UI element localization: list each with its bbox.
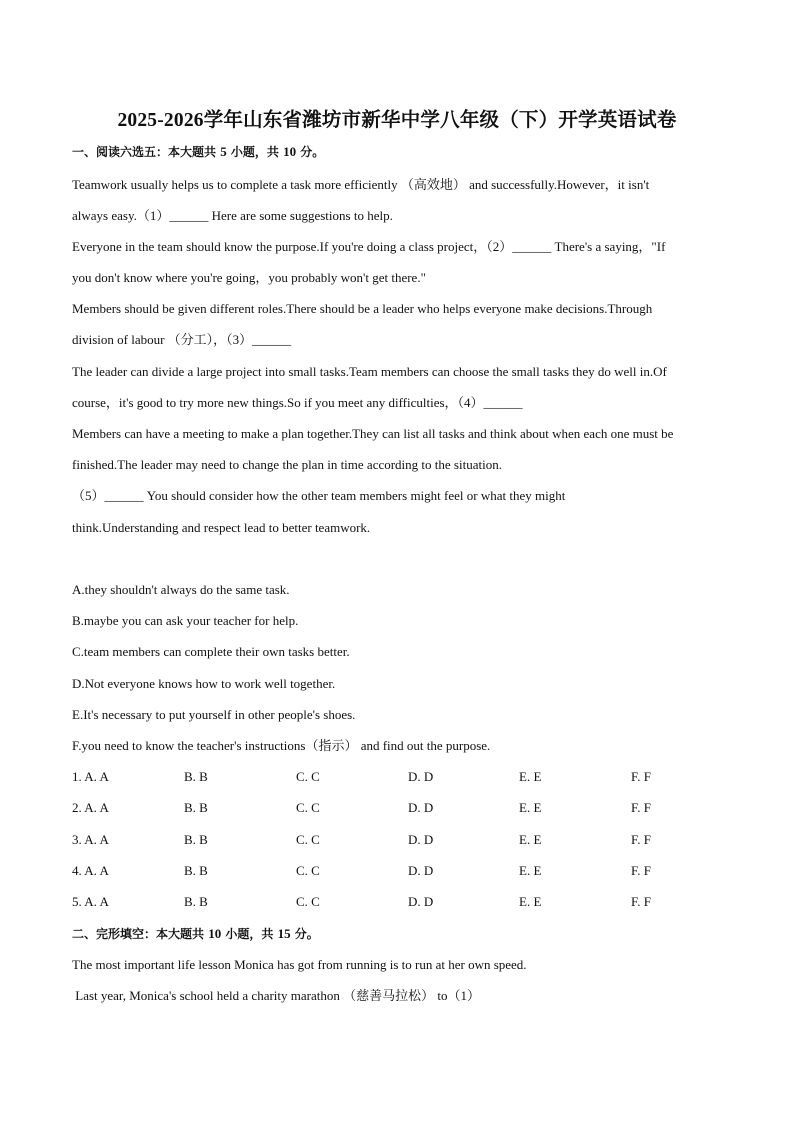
- passage-line: always easy.（1）______ Here are some suggestions to help.: [72, 208, 393, 223]
- section-1-heading: 一、阅读六选五：本大题共 5 小题，共 10 分。: [72, 144, 325, 159]
- passage2-line: The most important life lesson Monica has got from running is to run at her own speed.: [72, 957, 527, 972]
- question-row-3: [72, 831, 732, 849]
- passage-line: finished.The leader may need to change the plan in time according to the situation.: [72, 457, 502, 472]
- answer-choice-a[interactable]: 3. A. A: [72, 832, 109, 847]
- answer-choice-d[interactable]: D. D: [408, 894, 434, 909]
- answer-choice-f[interactable]: F. F: [631, 800, 651, 815]
- passage-line: Members can have a meeting to make a plan together.They can list all tasks and think about when each one must be: [72, 426, 674, 441]
- answer-choice-c[interactable]: C. C: [296, 863, 320, 878]
- answer-choice-e[interactable]: E. E: [519, 863, 542, 878]
- answer-choice-d[interactable]: D. D: [408, 863, 434, 878]
- option-b: B.maybe you can ask your teacher for help.: [72, 613, 299, 628]
- question-row-5: [72, 893, 732, 911]
- answer-choice-e[interactable]: E. E: [519, 800, 542, 815]
- answer-choice-c[interactable]: C. C: [296, 832, 320, 847]
- answer-choice-b[interactable]: B. B: [184, 863, 208, 878]
- passage-line: Members should be given different roles.There should be a leader who helps everyone make decisions.Through: [72, 301, 653, 316]
- passage-line: think.Understanding and respect lead to better teamwork.: [72, 520, 371, 535]
- option-c: C.team members can complete their own tasks better.: [72, 644, 350, 659]
- option-f: F.you need to know the teacher's instructions（指示） and find out the purpose.: [72, 738, 491, 753]
- answer-choice-f[interactable]: F. F: [631, 832, 651, 847]
- answer-choice-c[interactable]: C. C: [296, 894, 320, 909]
- passage-line: Teamwork usually helps us to complete a task more efficiently （高效地） and successfully.However，it isn't: [72, 177, 650, 192]
- answer-choice-c[interactable]: C. C: [296, 800, 320, 815]
- question-row-2: [72, 799, 732, 817]
- exam-title: 2025-2026学年山东省潍坊市新华中学八年级（下）开学英语试卷: [117, 110, 677, 131]
- section-2-heading: 二、完形填空：本大题共 10 小题，共 15 分。: [72, 926, 319, 941]
- answer-choice-b[interactable]: B. B: [184, 894, 208, 909]
- answer-choice-f[interactable]: F. F: [631, 894, 651, 909]
- answer-choice-b[interactable]: B. B: [184, 800, 208, 815]
- answer-choice-a[interactable]: 1. A. A: [72, 769, 109, 784]
- question-row-1: [72, 768, 732, 786]
- answer-choice-e[interactable]: E. E: [519, 769, 542, 784]
- passage-line: course，it's good to try more new things.So if you meet any difficulties，（4）______: [72, 395, 523, 410]
- passage2-line: Last year, Monica's school held a charity marathon （慈善马拉松） to（1）: [72, 988, 480, 1003]
- option-a: A.they shouldn't always do the same task.: [72, 582, 290, 597]
- answer-choice-e[interactable]: E. E: [519, 894, 542, 909]
- answer-choice-a[interactable]: 5. A. A: [72, 894, 109, 909]
- answer-choice-d[interactable]: D. D: [408, 832, 434, 847]
- question-row-4: [72, 862, 732, 880]
- answer-choice-d[interactable]: D. D: [408, 769, 434, 784]
- answer-choice-c[interactable]: C. C: [296, 769, 320, 784]
- answer-choice-a[interactable]: 4. A. A: [72, 863, 109, 878]
- passage-line: Everyone in the team should know the purpose.If you're doing a class project，（2）______ There's a saying，"If: [72, 239, 666, 254]
- answer-choice-b[interactable]: B. B: [184, 769, 208, 784]
- passage-line: （5）______ You should consider how the other team members might feel or what they might: [72, 488, 566, 503]
- answer-choice-f[interactable]: F. F: [631, 863, 651, 878]
- option-e: E.It's necessary to put yourself in other people's shoes.: [72, 707, 356, 722]
- answer-choice-f[interactable]: F. F: [631, 769, 651, 784]
- answer-choice-a[interactable]: 2. A. A: [72, 800, 109, 815]
- answer-choice-d[interactable]: D. D: [408, 800, 434, 815]
- option-d: D.Not everyone knows how to work well together.: [72, 676, 336, 691]
- passage-line: division of labour （分工），（3）______: [72, 332, 292, 347]
- passage-line: you don't know where you're going，you probably won't get there.": [72, 270, 426, 285]
- answer-choice-e[interactable]: E. E: [519, 832, 542, 847]
- passage-line: The leader can divide a large project into small tasks.Team members can choose the small tasks they do well in.Of: [72, 364, 667, 379]
- answer-choice-b[interactable]: B. B: [184, 832, 208, 847]
